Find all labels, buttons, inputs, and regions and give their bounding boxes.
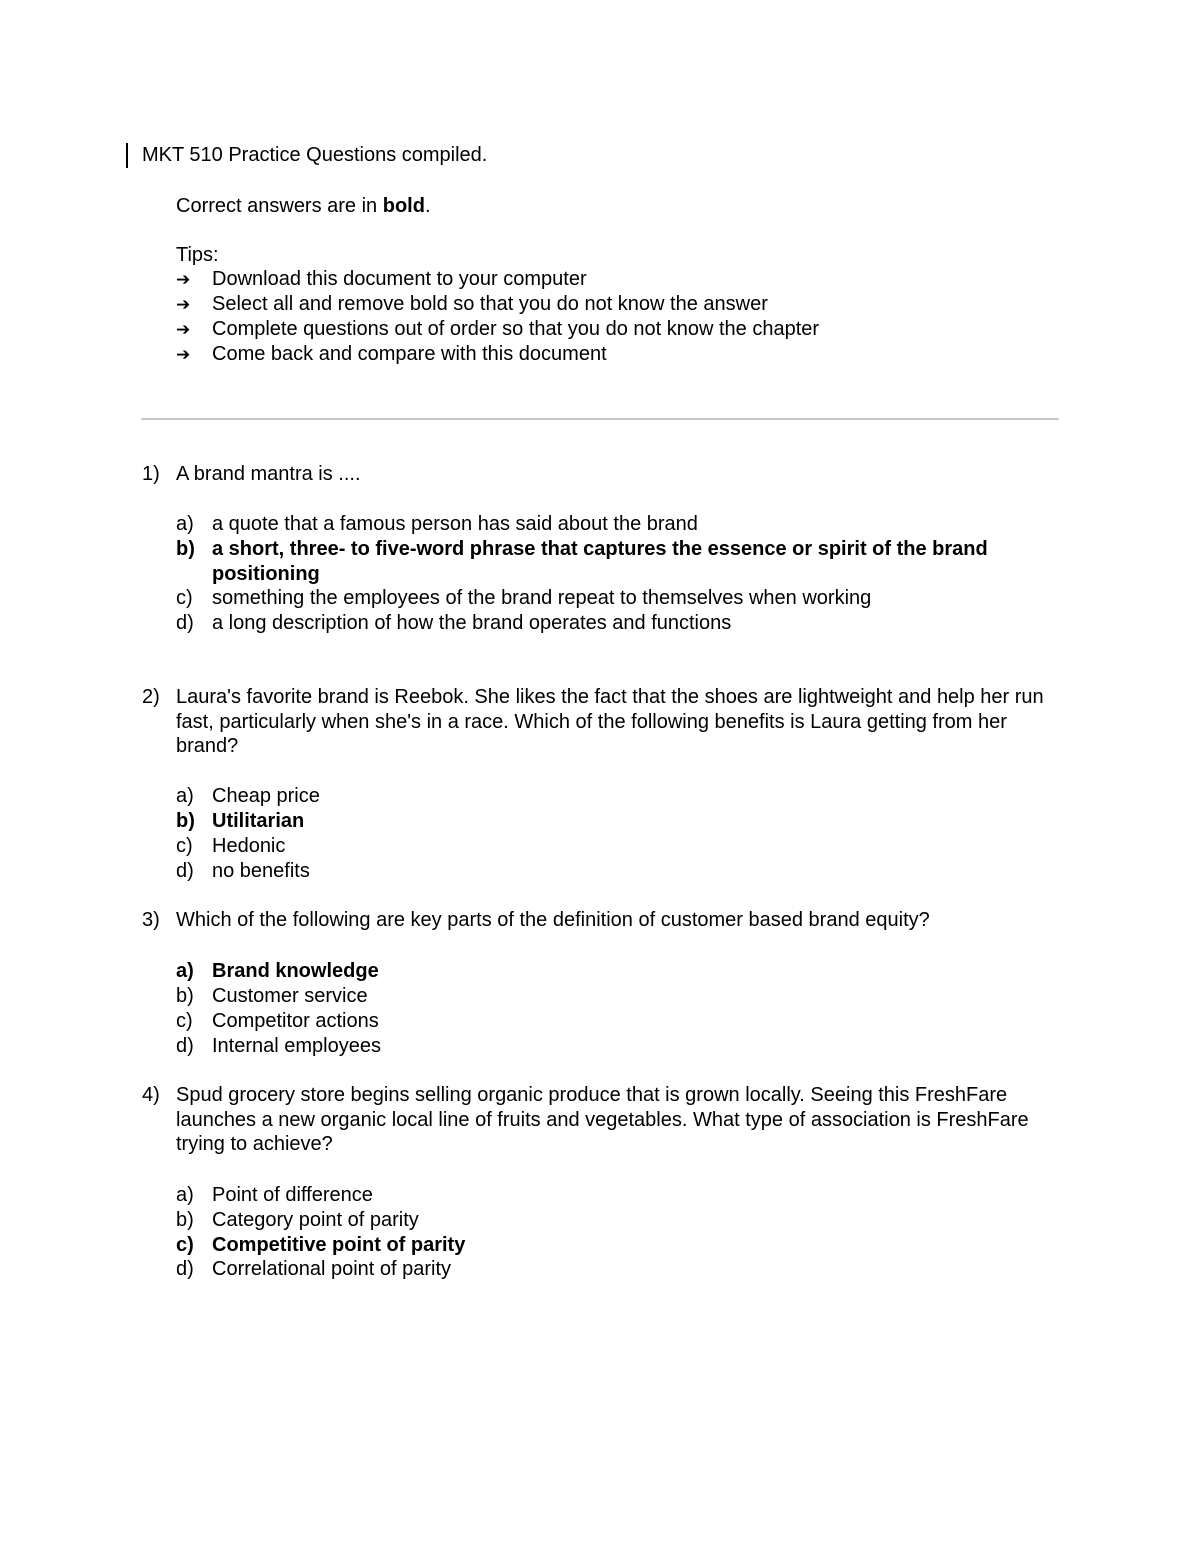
option-letter: b) xyxy=(176,810,195,832)
question-text: Spud grocery store begins selling organic produce that is grown locally. Seeing this FreshFare launches a new organic local line of fruits and vegetables. What type of association is FreshFare trying to achieve? xyxy=(176,1084,1029,1156)
option-text: a long description of how the brand operates and functions xyxy=(212,612,732,634)
option-correct xyxy=(176,537,1056,586)
option-letter: c) xyxy=(176,1010,193,1032)
revision-change-bar xyxy=(126,143,128,168)
option xyxy=(176,1034,1056,1059)
intro-bold-word: bold xyxy=(382,195,425,217)
option-text: Internal employees xyxy=(212,1035,381,1057)
option-text: Customer service xyxy=(212,985,368,1007)
option-correct xyxy=(176,1233,1056,1258)
option-letter: a) xyxy=(176,513,194,535)
option xyxy=(176,859,1056,884)
tip-text: Download this document to your computer xyxy=(212,268,587,290)
option-letter: d) xyxy=(176,1258,194,1280)
option-text: Hedonic xyxy=(212,835,286,857)
arrow-icon: ➔ xyxy=(176,270,191,289)
option-text: no benefits xyxy=(212,860,310,882)
question-number: 4) xyxy=(142,1084,160,1106)
tip-text: Come back and compare with this document xyxy=(212,343,607,365)
question-text: Which of the following are key parts of the definition of customer based brand equity? xyxy=(176,909,930,931)
question-4 xyxy=(142,1083,1062,1157)
option-text: Competitive point of parity xyxy=(212,1234,466,1256)
question-3 xyxy=(142,908,1062,933)
option xyxy=(176,984,1056,1009)
option xyxy=(176,784,1056,809)
option-letter: a) xyxy=(176,960,194,982)
tip-text: Complete questions out of order so that you do not know the chapter xyxy=(212,318,820,340)
option xyxy=(176,1183,1056,1208)
option xyxy=(176,1257,1056,1282)
option-letter: c) xyxy=(176,835,193,857)
question-number: 3) xyxy=(142,909,160,931)
question-2 xyxy=(142,685,1062,759)
intro-prefix: Correct answers are in xyxy=(176,195,383,217)
option-text: Point of difference xyxy=(212,1184,373,1206)
question-1 xyxy=(142,462,1062,487)
option-letter: d) xyxy=(176,612,194,634)
question-text: Laura's favorite brand is Reebok. She likes the fact that the shoes are lightweight and help her run fast, particularly when she's in a race. Which of the following benefits is Laura getting from her brand? xyxy=(176,686,1044,758)
option-text: a short, three- to five-word phrase that captures the essence or spirit of the brand positioning xyxy=(212,538,988,585)
tip-item xyxy=(176,317,819,342)
option xyxy=(176,586,1056,611)
question-number: 2) xyxy=(142,686,160,708)
option xyxy=(176,611,1056,636)
option-letter: b) xyxy=(176,538,195,560)
option-letter: a) xyxy=(176,785,194,807)
option-text: a quote that a famous person has said about the brand xyxy=(212,513,698,535)
option xyxy=(176,1208,1056,1233)
option-letter: b) xyxy=(176,985,194,1007)
tips-label: Tips: xyxy=(176,244,219,266)
tip-item xyxy=(176,267,587,292)
option-text: Brand knowledge xyxy=(212,960,379,982)
option xyxy=(176,1009,1056,1034)
option-letter: a) xyxy=(176,1184,194,1206)
option-text: Cheap price xyxy=(212,785,320,807)
option-correct xyxy=(176,959,1056,984)
option-correct xyxy=(176,809,1056,834)
option-text: something the employees of the brand repeat to themselves when working xyxy=(212,587,872,609)
option xyxy=(176,834,1056,859)
tip-item xyxy=(176,342,607,367)
intro-suffix: . xyxy=(424,195,431,217)
option-text: Competitor actions xyxy=(212,1010,379,1032)
option-letter: c) xyxy=(176,1234,194,1256)
option-letter: d) xyxy=(176,860,194,882)
arrow-icon: ➔ xyxy=(176,345,191,364)
option-text: Category point of parity xyxy=(212,1209,419,1231)
tip-text: Select all and remove bold so that you do not know the answer xyxy=(212,293,768,315)
option-letter: c) xyxy=(176,587,193,609)
question-number: 1) xyxy=(142,463,160,485)
question-text: A brand mantra is .... xyxy=(176,463,361,485)
intro-line xyxy=(176,194,431,218)
option-letter: b) xyxy=(176,1209,194,1231)
option-letter: d) xyxy=(176,1035,194,1057)
arrow-icon: ➔ xyxy=(176,295,191,314)
option xyxy=(176,512,1056,537)
option-text: Utilitarian xyxy=(212,810,305,832)
tip-item xyxy=(176,292,768,317)
horizontal-divider xyxy=(141,418,1059,420)
document-title: MKT 510 Practice Questions compiled. xyxy=(142,144,488,166)
option-text: Correlational point of parity xyxy=(212,1258,452,1280)
arrow-icon: ➔ xyxy=(176,320,191,339)
